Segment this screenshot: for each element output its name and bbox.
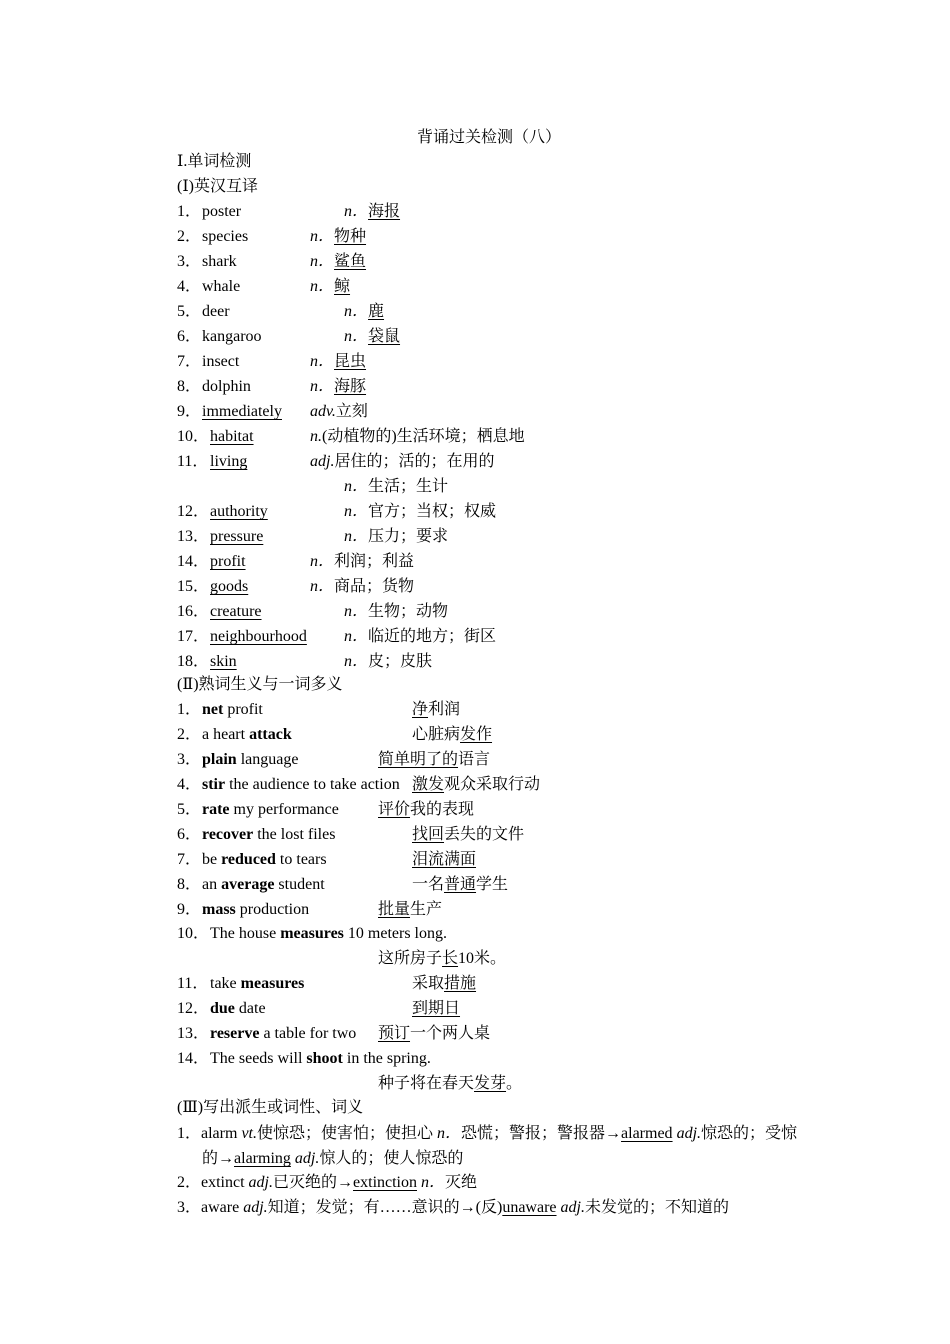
english-term: neighbourhood <box>210 628 307 645</box>
answer: 泪流满面 <box>412 851 477 868</box>
meaning-text: 一个两人桌 <box>410 1025 491 1042</box>
item-number: 17． <box>177 628 210 645</box>
english-term: dolphin <box>202 378 251 395</box>
text: 恐慌；警报；警报器→ <box>461 1125 622 1142</box>
text: 未发觉的；不知道的 <box>584 1199 729 1216</box>
meaning-text: 利润 <box>428 701 461 718</box>
definition <box>310 550 414 574</box>
chinese-meaning: 生活；生计 <box>368 478 449 495</box>
meaning-text: 语言 <box>458 751 491 768</box>
vocab-row <box>0 500 950 524</box>
definition <box>310 400 368 424</box>
meaning-text: 观众采取行动 <box>444 776 541 793</box>
key-word: rate <box>202 801 230 818</box>
pos: adj. <box>294 1150 320 1167</box>
chinese-meaning: 利润；利益 <box>334 553 415 570</box>
phrase-text: language <box>236 751 299 768</box>
derivation-item-1 <box>145 1121 807 1171</box>
part-of-speech: adj. <box>310 453 335 470</box>
key-word: recover <box>202 826 254 843</box>
text: 惊人的；使人惊恐的 <box>319 1150 464 1167</box>
answer: 激发 <box>412 776 445 793</box>
definition <box>310 275 350 299</box>
item-number: 14． <box>177 1050 210 1067</box>
polysemy-row <box>0 922 950 946</box>
chinese-meaning <box>412 873 508 897</box>
english-phrase <box>202 798 339 822</box>
english-phrase <box>210 997 266 1021</box>
chinese-meaning <box>412 698 460 722</box>
vocab-row <box>0 300 950 324</box>
vocab-row <box>0 650 950 674</box>
item-number: 13． <box>177 1025 210 1042</box>
english-phrase <box>202 773 400 797</box>
definition <box>344 650 432 674</box>
chinese-meaning: 昆虫 <box>334 353 367 370</box>
item-number: 3． <box>177 751 202 768</box>
part-of-speech: n． <box>344 303 369 320</box>
pos: n． <box>437 1125 462 1142</box>
definition <box>310 225 366 249</box>
chinese-meaning <box>378 748 490 772</box>
part-of-speech: n． <box>310 353 335 370</box>
item-number: 12． <box>177 503 210 520</box>
chinese-meaning: 立刻 <box>335 403 368 420</box>
answer: 发芽 <box>474 1075 507 1092</box>
vocab-row <box>0 575 950 599</box>
polysemy-row <box>0 972 950 996</box>
definition <box>310 450 494 474</box>
vocab-row <box>0 400 950 424</box>
part-of-speech: n． <box>344 628 369 645</box>
chinese-meaning: 皮；皮肤 <box>368 653 433 670</box>
meaning-text: 生产 <box>410 901 443 918</box>
meaning-text: 心脏病 <box>412 726 461 743</box>
polysemy-row <box>0 748 950 772</box>
answer: 长 <box>442 950 459 967</box>
item-number: 13． <box>177 528 210 545</box>
part-of-speech: n． <box>344 503 369 520</box>
vocab-row <box>0 275 950 299</box>
english-phrase <box>202 748 298 772</box>
item-number: 3． <box>177 253 202 270</box>
key-word: attack <box>249 726 292 743</box>
item-number: 11． <box>177 975 209 992</box>
vocab-row <box>0 525 950 549</box>
text: 灭绝 <box>445 1174 478 1191</box>
definition <box>344 500 496 524</box>
part-of-speech: n． <box>310 278 335 295</box>
phrase-text: student <box>274 876 325 893</box>
pos: adj. <box>676 1125 702 1142</box>
vocab-row <box>0 450 950 474</box>
english-phrase <box>202 698 263 722</box>
answer: alarmed <box>621 1125 673 1142</box>
vocab-row <box>0 550 950 574</box>
pos: n． <box>421 1174 446 1191</box>
answer: 简单明了的 <box>378 751 459 768</box>
chinese-meaning <box>412 972 476 996</box>
part-heading-translation: (Ⅰ)英汉互译 <box>177 178 258 195</box>
meaning-text: 种子将在春天 <box>378 1075 475 1092</box>
chinese-meaning: 袋鼠 <box>368 328 401 345</box>
derivation-item-3 <box>177 1196 729 1220</box>
definition <box>310 375 366 399</box>
chinese-meaning <box>378 1022 490 1046</box>
part-heading-derivation: (Ⅲ)写出派生或词性、词义 <box>177 1099 364 1116</box>
vocab-row <box>0 475 950 499</box>
chinese-meaning: 鲨鱼 <box>334 253 367 270</box>
chinese-meaning: 官方；当权；权威 <box>368 503 497 520</box>
phrase-text: a heart <box>202 726 250 743</box>
polysemy-row-continued <box>0 1072 950 1096</box>
meaning-text: 学生 <box>476 876 509 893</box>
english-term: whale <box>202 278 241 295</box>
key-word: mass <box>202 901 236 918</box>
key-word: plain <box>202 751 237 768</box>
vocab-row <box>0 625 950 649</box>
item-number: 12． <box>177 1000 210 1017</box>
vocab-row <box>0 350 950 374</box>
vocab-row <box>0 425 950 449</box>
key-word: net <box>202 701 224 718</box>
definition <box>310 425 525 449</box>
item-number: 7． <box>177 851 202 868</box>
english-term: profit <box>210 553 246 570</box>
chinese-meaning: 商品；货物 <box>334 578 415 595</box>
chinese-meaning: 临近的地方；街区 <box>368 628 497 645</box>
chinese-meaning: 鲸 <box>334 278 351 295</box>
chinese-meaning: 海报 <box>368 203 401 220</box>
key-word: shoot <box>306 1050 343 1067</box>
item-number: 15． <box>177 578 210 595</box>
definition <box>344 200 400 224</box>
meaning-text: 丢失的文件 <box>444 826 525 843</box>
text: 3．aware <box>177 1199 244 1216</box>
phrase-text: the audience to take action <box>225 776 400 793</box>
item-number: 18． <box>177 653 210 670</box>
answer: 普通 <box>444 876 477 893</box>
polysemy-row <box>0 898 950 922</box>
definition <box>344 600 448 624</box>
english-term: authority <box>210 503 268 520</box>
chinese-meaning: 生物；动物 <box>368 603 449 620</box>
answer: 找回 <box>412 826 445 843</box>
key-word: measures <box>280 925 344 942</box>
item-number: 1． <box>177 701 202 718</box>
phrase-text: an <box>202 876 222 893</box>
chinese-meaning <box>412 823 524 847</box>
chinese-meaning <box>378 798 474 822</box>
pos: vt. <box>241 1125 257 1142</box>
english-term: kangaroo <box>202 328 262 345</box>
english-phrase <box>202 898 309 922</box>
english-phrase <box>210 972 304 996</box>
english-term: creature <box>210 603 262 620</box>
polysemy-row <box>0 823 950 847</box>
phrase-text: profit <box>223 701 263 718</box>
meaning-text: 10米。 <box>458 950 507 967</box>
item-number: 4． <box>177 278 202 295</box>
chinese-meaning <box>412 848 476 872</box>
item-number: 16． <box>177 603 210 620</box>
chinese-meaning: 海豚 <box>334 378 367 395</box>
chinese-meaning: 物种 <box>334 228 367 245</box>
page-title: 背诵过关检测（八） <box>416 129 561 146</box>
meaning-text: 我的表现 <box>410 801 475 818</box>
polysemy-row <box>0 723 950 747</box>
english-phrase <box>202 873 325 897</box>
polysemy-row <box>0 698 950 722</box>
phrase-text: 10 meters long. <box>343 925 447 942</box>
english-term: immediately <box>202 403 282 420</box>
answer: extinction <box>353 1174 417 1191</box>
text: 1．alarm <box>177 1125 242 1142</box>
answer: 到期日 <box>412 1000 461 1017</box>
item-number: 4． <box>177 776 202 793</box>
chinese-meaning <box>412 723 492 747</box>
part-of-speech: n． <box>344 328 369 345</box>
phrase-text: The house <box>210 925 281 942</box>
vocab-row <box>0 250 950 274</box>
english-term: poster <box>202 203 242 220</box>
definition <box>310 350 366 374</box>
part-of-speech: n． <box>344 603 369 620</box>
item-number: 8． <box>177 378 202 395</box>
key-word: reserve <box>210 1025 260 1042</box>
answer: alarming <box>234 1150 291 1167</box>
polysemy-row <box>0 848 950 872</box>
definition <box>344 525 448 549</box>
answer: 批量 <box>378 901 411 918</box>
english-phrase <box>202 823 335 847</box>
vocab-row <box>0 375 950 399</box>
key-word: measures <box>240 975 305 992</box>
key-word: due <box>210 1000 235 1017</box>
definition <box>344 625 496 649</box>
derivation-item-2 <box>177 1171 477 1195</box>
english-phrase <box>202 848 327 872</box>
meaning-text: 一名 <box>412 876 445 893</box>
english-term: deer <box>202 303 230 320</box>
part-of-speech: n． <box>344 478 369 495</box>
phrase-text: a table for two <box>259 1025 357 1042</box>
key-word: average <box>221 876 275 893</box>
english-phrase <box>210 922 447 946</box>
english-phrase <box>210 1047 431 1071</box>
item-number: 10． <box>177 925 210 942</box>
phrase-text: in the spring. <box>342 1050 431 1067</box>
part-of-speech: n． <box>344 203 369 220</box>
text: 知道；发觉；有……意识的→(反) <box>267 1199 503 1216</box>
phrase-text: The seeds will <box>210 1050 307 1067</box>
phrase-text: my performance <box>229 801 339 818</box>
item-number: 2． <box>177 228 202 245</box>
polysemy-row <box>0 873 950 897</box>
definition <box>310 250 366 274</box>
polysemy-row <box>0 798 950 822</box>
item-number: 7． <box>177 353 202 370</box>
section-heading-words: Ⅰ.单词检测 <box>177 153 252 170</box>
phrase-text: take <box>210 975 241 992</box>
text: 2．extinct <box>177 1174 249 1191</box>
definition <box>344 475 448 499</box>
phrase-text: date <box>234 1000 266 1017</box>
text: 惊恐的；受惊的→ <box>202 1125 798 1167</box>
pos: adj. <box>248 1174 273 1191</box>
chinese-meaning <box>378 898 442 922</box>
item-number: 11． <box>177 453 209 470</box>
key-word: reduced <box>221 851 276 868</box>
item-number: 6． <box>177 328 202 345</box>
text: 已灭绝的→ <box>273 1174 354 1191</box>
answer: 净 <box>412 701 429 718</box>
item-number: 1． <box>177 203 202 220</box>
english-phrase <box>202 723 292 747</box>
part-of-speech: n． <box>310 553 335 570</box>
part-of-speech: n． <box>310 228 335 245</box>
item-number: 6． <box>177 826 202 843</box>
part-heading-polysemy: (Ⅱ)熟词生义与一词多义 <box>177 676 343 693</box>
vocab-row <box>0 600 950 624</box>
english-term: skin <box>210 653 237 670</box>
part-of-speech: n. <box>310 428 322 445</box>
phrase-text: production <box>235 901 310 918</box>
polysemy-row <box>0 1047 950 1071</box>
key-word: stir <box>202 776 226 793</box>
definition <box>310 575 414 599</box>
pos: adj. <box>560 1199 585 1216</box>
item-number: 10． <box>177 428 210 445</box>
text: 使惊恐；使害怕；使担心 <box>256 1125 437 1142</box>
answer: 措施 <box>444 975 477 992</box>
english-term: shark <box>202 253 237 270</box>
chinese-meaning: (动植物的)生活环境；栖息地 <box>322 428 525 445</box>
part-of-speech: n． <box>310 253 335 270</box>
phrase-text: be <box>202 851 222 868</box>
chinese-meaning: 居住的；活的；在用的 <box>334 453 495 470</box>
phrase-text: to tears <box>275 851 327 868</box>
meaning-text: 。 <box>506 1075 523 1092</box>
meaning-text: 这所房子 <box>378 950 443 967</box>
polysemy-row-continued <box>0 947 950 971</box>
part-of-speech: n． <box>344 653 369 670</box>
answer: 发作 <box>460 726 493 743</box>
item-number: 14． <box>177 553 210 570</box>
vocab-row <box>0 325 950 349</box>
english-term: living <box>210 453 248 470</box>
item-number: 9． <box>177 403 202 420</box>
chinese-meaning <box>412 773 540 797</box>
chinese-meaning <box>378 947 506 971</box>
polysemy-row <box>0 997 950 1021</box>
part-of-speech: adv. <box>310 403 336 420</box>
vocab-row <box>0 200 950 224</box>
item-number: 5． <box>177 801 202 818</box>
english-term: insect <box>202 353 240 370</box>
part-of-speech: n． <box>310 578 335 595</box>
answer: 评价 <box>378 801 411 818</box>
chinese-meaning: 鹿 <box>368 303 385 320</box>
english-phrase <box>210 1022 356 1046</box>
polysemy-row <box>0 1022 950 1046</box>
phrase-text: the lost files <box>253 826 336 843</box>
part-of-speech: n． <box>310 378 335 395</box>
meaning-text: 采取 <box>412 975 445 992</box>
english-term: pressure <box>210 528 264 545</box>
part-of-speech: n． <box>344 528 369 545</box>
item-number: 2． <box>177 726 202 743</box>
english-term: habitat <box>210 428 254 445</box>
item-number: 5． <box>177 303 202 320</box>
chinese-meaning: 压力；要求 <box>368 528 449 545</box>
item-number: 9． <box>177 901 202 918</box>
english-term: species <box>202 228 249 245</box>
answer: unaware <box>502 1199 557 1216</box>
vocab-row <box>0 225 950 249</box>
chinese-meaning <box>412 997 460 1021</box>
definition <box>344 325 400 349</box>
answer: 预订 <box>378 1025 411 1042</box>
definition <box>344 300 384 324</box>
polysemy-row <box>0 773 950 797</box>
english-term: goods <box>210 578 249 595</box>
item-number: 8． <box>177 876 202 893</box>
chinese-meaning <box>378 1072 522 1096</box>
pos: adj. <box>243 1199 268 1216</box>
